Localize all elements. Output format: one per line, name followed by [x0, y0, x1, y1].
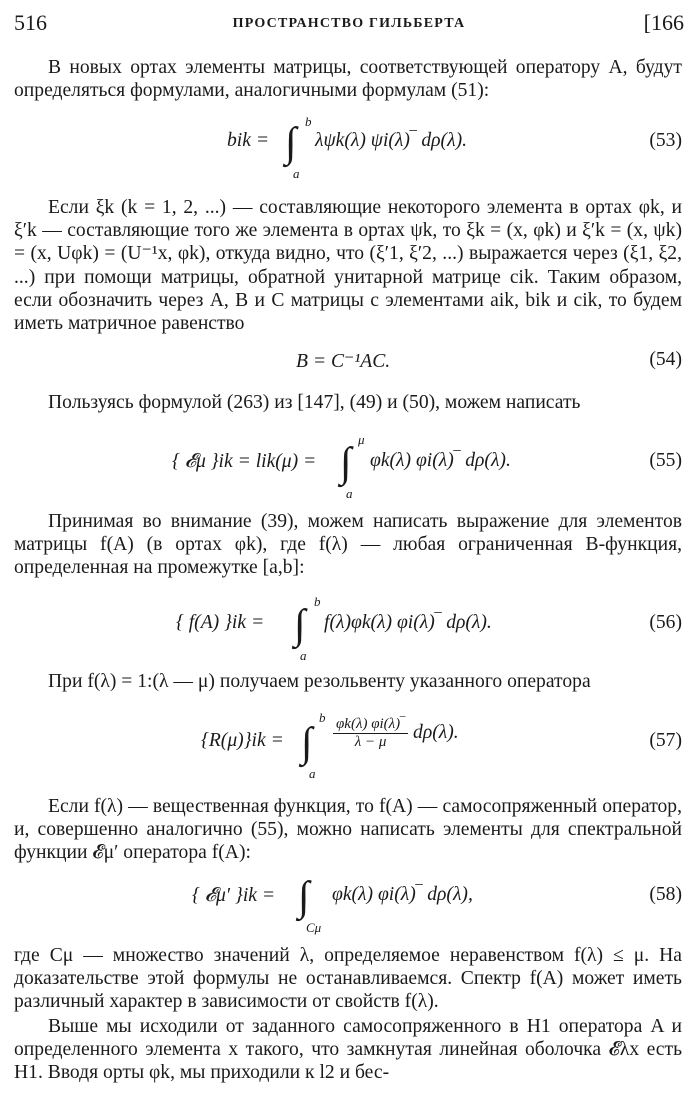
eq55-upper-limit: μ	[358, 432, 365, 447]
eq58-lhs: { 𝓔μ′ }ik =	[192, 885, 276, 906]
integral-sign: ∫	[285, 120, 297, 166]
eq55-lhs: { 𝓔μ }ik = lik(μ) =	[172, 451, 317, 472]
eq56-number: (56)	[649, 612, 682, 633]
equation-54	[14, 349, 682, 375]
integral-sign: ∫	[301, 720, 313, 766]
running-head: ПРОСТРАНСТВО ГИЛЬБЕРТА	[232, 16, 466, 31]
paragraph-6: Если f(λ) — вещественная функция, то f(A) — самосопряженный оператор, и, совершенно аналогично (55), можно написать элементы для спектральной функции 𝓔μ′ оператора f(A):	[14, 796, 682, 864]
equation-55	[14, 428, 682, 501]
eq57-fraction	[333, 716, 459, 751]
eq57-number: (57)	[649, 730, 682, 751]
eq53-lower-limit: a	[293, 166, 300, 181]
paragraph-1: В новых ортах элементы матрицы, соответствующей оператору A, будут определяться формулами, аналогичными формулам (51):	[14, 57, 682, 102]
eq56-lhs: { f(A) }ik =	[176, 612, 265, 633]
page-number: 516	[14, 10, 47, 35]
integral-sign: ∫	[340, 440, 352, 486]
eq58-lower-limit: Cμ	[306, 920, 322, 935]
eq53-number: (53)	[649, 130, 682, 151]
eq57-lhs: {R(μ)}ik =	[201, 730, 284, 751]
section-number: [166	[643, 10, 684, 35]
paragraph-5: При f(λ) = 1:(λ — μ) получаем резольвенту указанного оператора	[48, 671, 591, 692]
paragraph-3: Пользуясь формулой (263) из [147], (49) и (50), можем написать	[48, 392, 581, 413]
paragraph-7: где Cμ — множество значений λ, определяемое неравенством f(λ) ≤ μ. На доказательстве этой формулы не останавливаемся. Спектр f(A) может иметь различный характер в зависимости от свойств f(λ).	[14, 945, 682, 1013]
eq58-number: (58)	[649, 884, 682, 905]
eq53-upper-limit: b	[305, 114, 312, 129]
equation-53	[14, 112, 682, 182]
eq54-body: B = C⁻¹AC.	[296, 351, 391, 372]
paragraph-2: Если ξk (k = 1, 2, ...) — составляющие некоторого элемента в ортах φk, и ξ′k — составляющие того же элемента в ортах ψk, то ξk = (x, φk) и ξ′k = (x, ψk) = (x, Uφk) = (U⁻¹x, φk), откуда видно, что (ξ′1, ξ′2, ...) выражается через (ξ1, ξ2, ...) при помощи матрицы, обратной унитарной матрице cik. Таким образом, если обозначить через A, B и C матрицы с элементами aik, bik и cik, то будем иметь матричное равенство	[14, 197, 682, 335]
eq56-integrand: f(λ)φk(λ) φi(λ)‾ dρ(λ).	[324, 612, 492, 633]
eq56-upper-limit: b	[314, 594, 321, 609]
paragraph-4: Принимая во внимание (39), можем написать выражение для элементов матрицы f(A) (в ортах φk), где f(λ) — любая ограниченная B-функция, определенная на промежутке [a,b]:	[14, 511, 682, 579]
page-header	[14, 10, 684, 40]
eq57-numerator: φk(λ) φi(λ)‾	[333, 716, 408, 734]
equation-57	[14, 706, 682, 780]
eq53-integrand: λψk(λ) ψi(λ)‾ dρ(λ).	[315, 130, 467, 151]
eq57-upper-limit: b	[319, 710, 326, 725]
eq54-number: (54)	[649, 349, 682, 370]
eq57-denominator: λ − μ	[354, 734, 387, 750]
eq56-lower-limit: a	[300, 648, 307, 663]
eq53-lhs: bik =	[227, 130, 270, 151]
paragraph-8: Выше мы исходили от заданного самосопряженного в H1 оператора A и определенного элемента x такого, что замкнутая линейная оболочка 𝓔λx есть H1. Вводя орты φk, мы приходили к l2 и бес-	[14, 1016, 682, 1084]
equation-56	[14, 590, 682, 662]
eq55-number: (55)	[649, 450, 682, 471]
eq57-tail: dρ(λ).	[413, 722, 459, 743]
eq58-integrand: φk(λ) φi(λ)‾ dρ(λ),	[332, 884, 473, 905]
integral-sign: ∫	[298, 874, 310, 920]
eq55-integrand: φk(λ) φi(λ)‾ dρ(λ).	[370, 450, 511, 471]
integral-sign: ∫	[294, 602, 306, 648]
equation-58	[14, 870, 682, 942]
eq57-lower-limit: a	[309, 766, 316, 781]
eq55-lower-limit: a	[346, 486, 353, 501]
